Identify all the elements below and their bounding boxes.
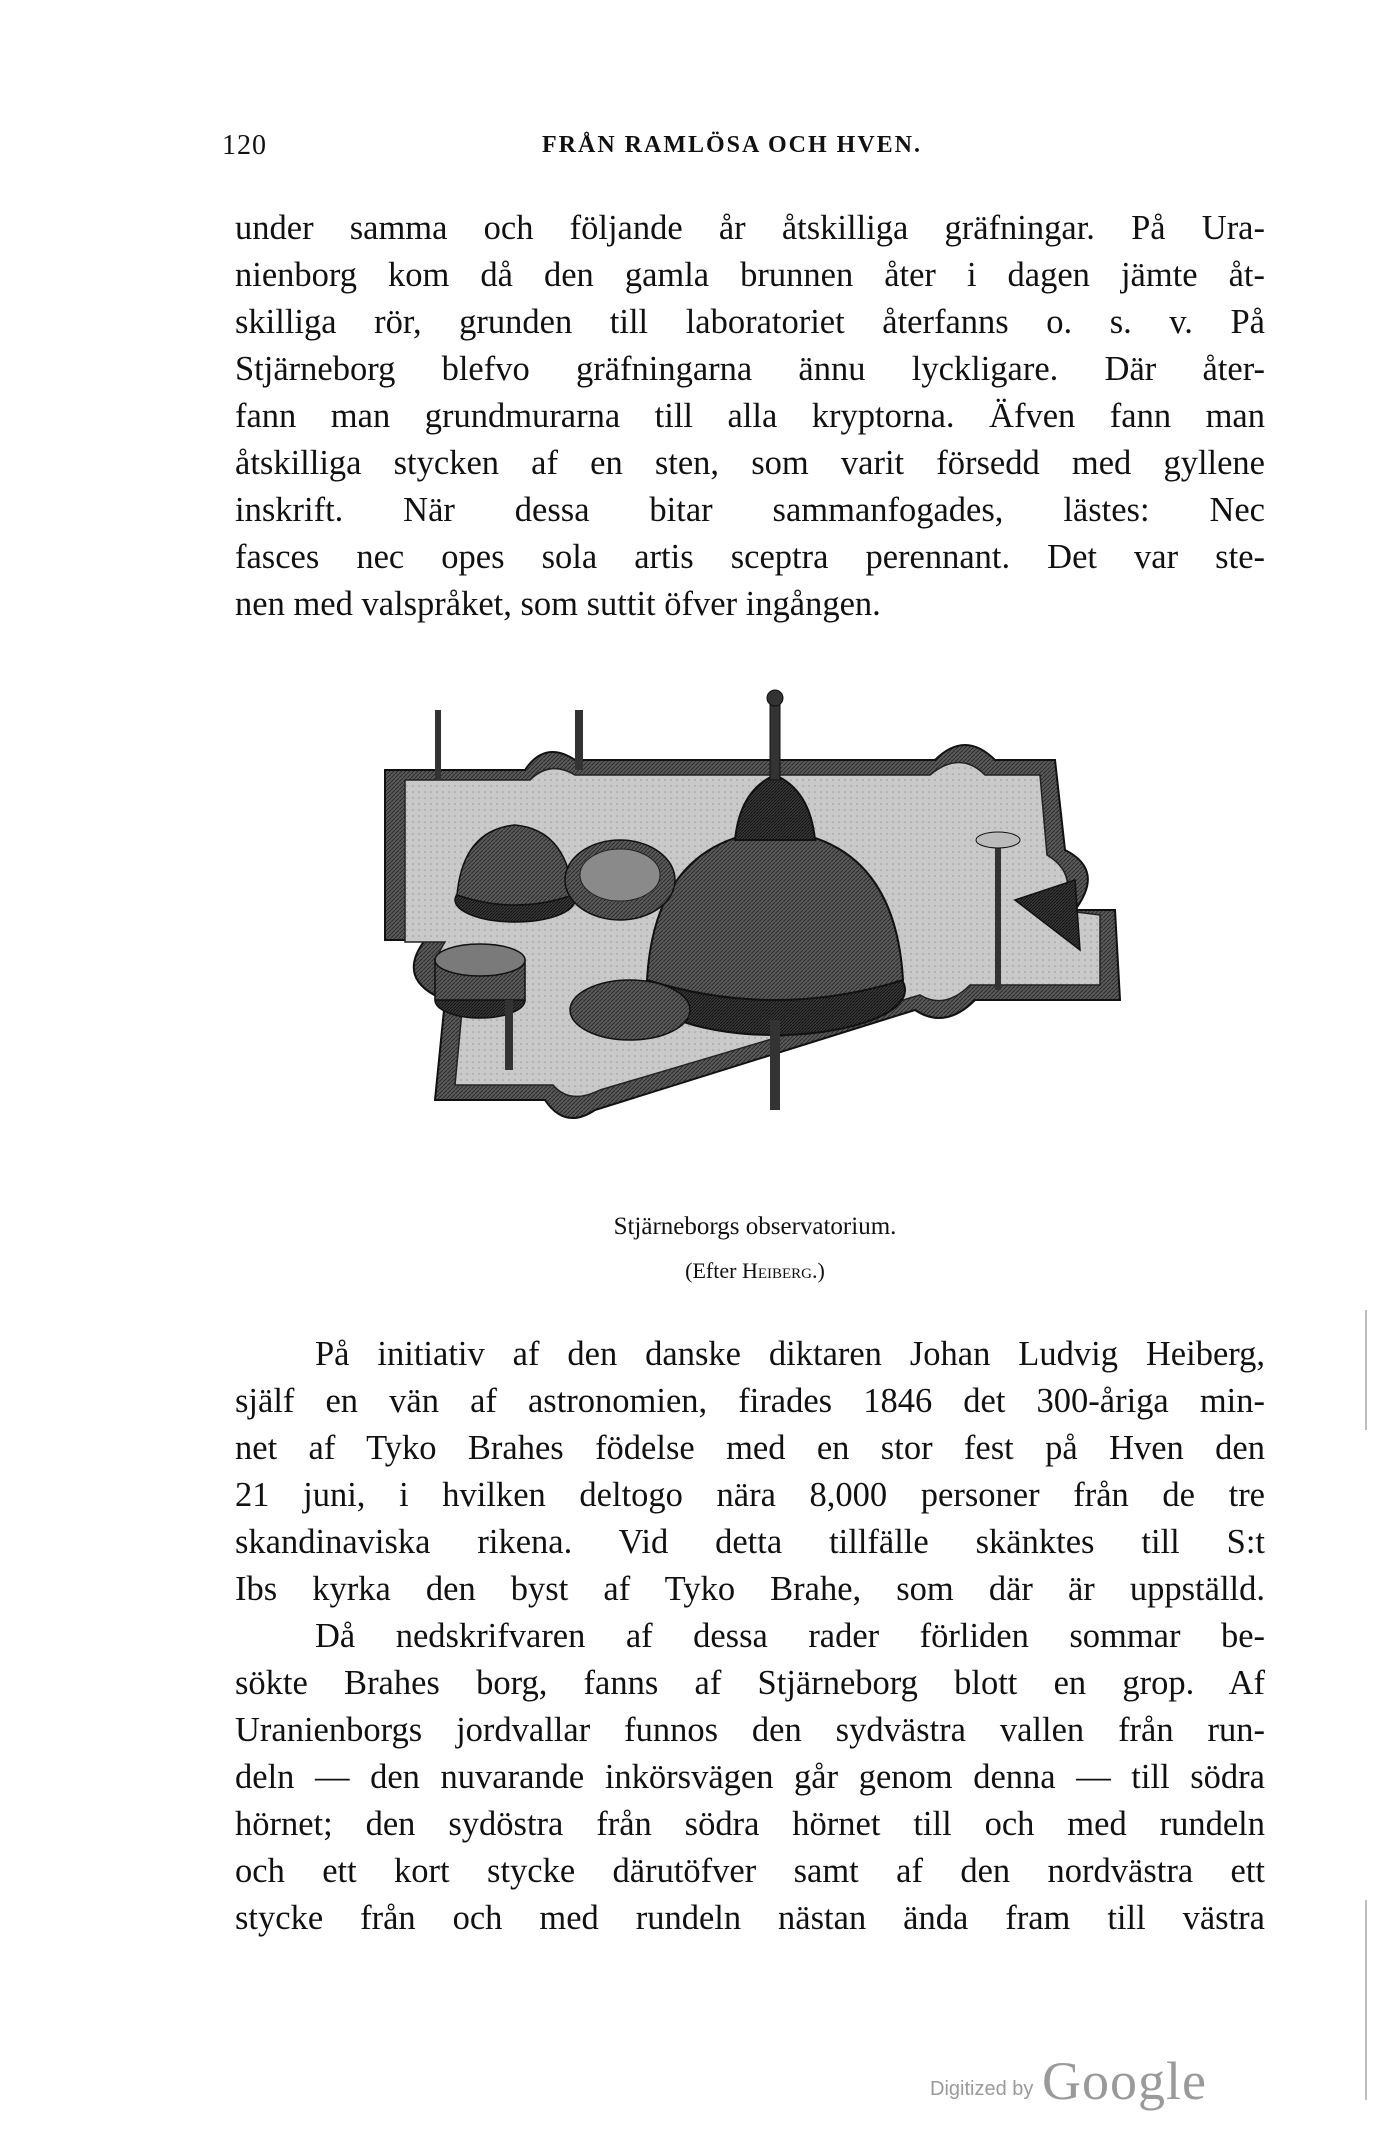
text-line: och ett kort stycke därutöfver samt af den nordvästra ett <box>235 1852 1265 1890</box>
text-line: fann man grundmurarna till alla kryptorna. Äfven fann man <box>235 397 1265 435</box>
page-number: 120 <box>222 130 267 161</box>
text-line: under samma och följande år åtskilliga gräfningar. På Ura- <box>235 209 1265 247</box>
credit-suffix: .) <box>812 1258 825 1283</box>
text-line: åtskilliga stycken af en sten, som varit försedd med gyllene <box>235 444 1265 482</box>
dome-spire <box>770 700 780 780</box>
text-line: stycke från och med rundeln nästan ända fram till västra <box>235 1899 1265 1937</box>
paragraph-1 <box>235 205 1265 628</box>
scan-edge-mark <box>1365 1310 1367 1430</box>
running-title: FRÅN RAMLÖSA OCH HVEN. <box>542 132 923 158</box>
watermark-prefix: Digitized by <box>930 2078 1034 2100</box>
text-line: nen med valspråket, som suttit öfver ingången. <box>235 585 881 623</box>
text-line: fasces nec opes sola artis sceptra perennant. Det var ste- <box>235 538 1265 576</box>
credit-prefix: (Efter <box>685 1258 742 1283</box>
scan-edge-mark <box>1365 1900 1367 2100</box>
text-line: Stjärneborg blefvo gräfningarna ännu lyckligare. Där åter- <box>235 350 1265 388</box>
text-line: sökte Brahes borg, fanns af Stjärneborg blott en grop. Af <box>235 1664 1265 1702</box>
text-line: 21 juni, i hvilken deltogo nära 8,000 personer från de tre <box>235 1476 1265 1514</box>
text-line: hörnet; den sydöstra från södra hörnet till och med rundeln <box>235 1805 1265 1843</box>
observatory-illustration <box>375 670 1135 1190</box>
text-line: inskrift. När dessa bitar sammanfogades, lästes: Nec <box>235 491 1265 529</box>
text-line: deln — den nuvarande inkörsvägen går genom denna — till södra <box>235 1758 1265 1796</box>
page-header <box>222 130 1272 170</box>
text-line: net af Tyko Brahes födelse med en stor fest på Hven den <box>235 1429 1265 1467</box>
credit-name: Heiberg <box>741 1258 813 1283</box>
text-line: skandinaviska rikena. Vid detta tillfälle skänktes till S:t <box>235 1523 1265 1561</box>
text-line: Ibs kyrka den byst af Tyko Brahe, som där är uppställd. <box>235 1570 1265 1608</box>
flat-disc <box>570 980 690 1040</box>
watermark-brand: Google <box>1042 2051 1207 2111</box>
text-line: nienborg kom då den gamla brunnen åter i dagen jämte åt- <box>235 256 1265 294</box>
figure-caption: Stjärneborgs observatorium. <box>613 1213 897 1240</box>
text-line: skilliga rör, grunden till laboratoriet återfanns o. s. v. På <box>235 303 1265 341</box>
paragraph-3 <box>235 1613 1265 1942</box>
text-line: själf en vän af astronomien, firades 1846 det 300-åriga min- <box>235 1382 1265 1420</box>
digitized-watermark <box>930 2050 1230 2110</box>
text-line: På initiativ af den danske diktaren Johan Ludvig Heiberg, <box>315 1335 1265 1373</box>
text-line: Uranienborgs jordvallar funnos den sydvästra vallen från run- <box>235 1711 1265 1749</box>
paragraph-2 <box>235 1331 1265 1613</box>
text-line: Då nedskrifvaren af dessa rader förliden sommar be- <box>315 1617 1265 1655</box>
figure-credit <box>375 1258 1135 1284</box>
spire-finial <box>767 690 783 706</box>
